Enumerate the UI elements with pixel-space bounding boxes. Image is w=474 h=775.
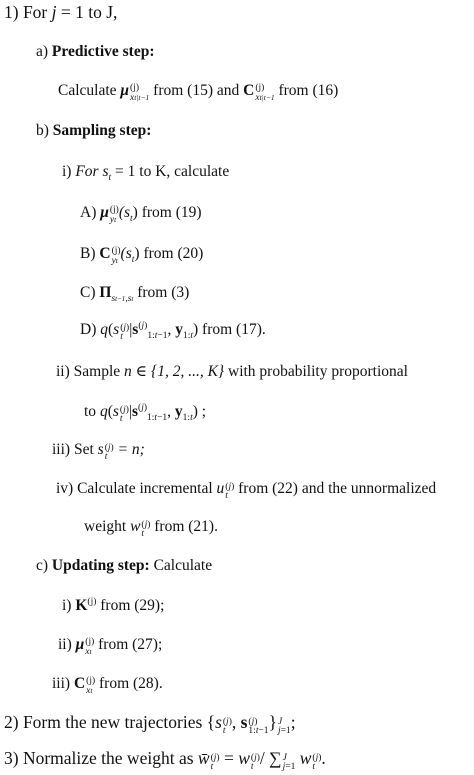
sampling-step-title: Sampling step: bbox=[52, 122, 152, 139]
ii-formula: q(s (j) t $|s^{(j)}_{1:t-1}$, $y_{1:t}$) bbox=[99, 402, 198, 425]
iii-text: Set bbox=[73, 441, 94, 458]
upd-i-from: from (29); bbox=[100, 597, 165, 614]
ii-text1: Sample bbox=[73, 363, 121, 380]
upd-ii-label: ii) bbox=[58, 636, 72, 653]
substep-b-label: b) bbox=[36, 122, 49, 139]
sampling-i-label: i) bbox=[62, 163, 72, 180]
mu-sub: x bbox=[130, 93, 135, 104]
upd-mu-sub: x bbox=[85, 647, 90, 658]
upd-C-subsub: t bbox=[90, 686, 93, 696]
sampling-iii bbox=[52, 440, 145, 462]
sampling-C bbox=[80, 283, 189, 303]
upd-C-indices bbox=[86, 677, 95, 696]
iv-u-var: u bbox=[216, 480, 225, 497]
ii-line2-prefix: to bbox=[84, 403, 97, 420]
ii-line2-suffix: ; bbox=[201, 403, 207, 420]
normalize-formula: w̄ (j) t = w (j) t / ∑ J j=1 w (j) t bbox=[197, 748, 322, 773]
iv-w-indices: (j) t bbox=[141, 520, 151, 540]
A-mu-symbol: μ bbox=[100, 204, 109, 221]
substep-a-header bbox=[36, 42, 155, 62]
iii-indices: (j) t bbox=[104, 443, 114, 463]
iv-text1: Calculate incremental bbox=[77, 480, 213, 497]
substep-c-header bbox=[36, 556, 212, 576]
predictive-calc bbox=[58, 81, 338, 103]
upd-C-symbol: C bbox=[73, 675, 86, 692]
C-symbol: C bbox=[243, 82, 255, 99]
upd-mu-sup: (j) bbox=[85, 637, 95, 648]
upd-C-sub: x bbox=[86, 686, 91, 697]
B-from: from (20) bbox=[143, 245, 204, 262]
B-C-symbol: C bbox=[99, 245, 111, 262]
upd-ii-from: from (27); bbox=[98, 636, 163, 653]
C-label: C) bbox=[80, 284, 96, 301]
ii-text2: with probability proportional bbox=[228, 363, 408, 380]
iii-var: s bbox=[97, 441, 104, 458]
B-indices bbox=[112, 247, 121, 266]
sampling-i-sub: t bbox=[108, 173, 112, 184]
C-sup: (j) bbox=[255, 83, 265, 94]
substep-c-label: c) bbox=[36, 557, 49, 574]
iv-label: iv) bbox=[56, 480, 74, 497]
sampling-ii bbox=[56, 362, 408, 382]
D-from: from (17). bbox=[202, 321, 266, 338]
B-sub: y bbox=[111, 256, 116, 267]
sampling-i-range: = 1 to K, calculate bbox=[115, 163, 230, 180]
step-2-suffix: ; bbox=[290, 712, 296, 732]
updating-ii bbox=[58, 635, 162, 657]
Pi-subsub1: t−1 bbox=[115, 295, 126, 304]
B-argsub: t bbox=[131, 255, 135, 266]
upd-mu-indices bbox=[85, 638, 94, 657]
step-1-header bbox=[4, 2, 117, 22]
A-sub: y bbox=[109, 215, 115, 226]
sampling-ii-line2 bbox=[84, 402, 206, 424]
C-from: from (3) bbox=[137, 284, 190, 301]
iv-u-indices: (j) t bbox=[225, 482, 235, 502]
mu-subsub: t|t−1 bbox=[134, 93, 150, 103]
substep-a-label: a) bbox=[36, 43, 49, 60]
C-subsub: t|t−1 bbox=[259, 93, 275, 103]
iii-math: = n; bbox=[117, 441, 145, 458]
step-3-text: Normalize the weight as bbox=[22, 748, 194, 768]
B-arg: (s bbox=[120, 245, 132, 262]
upd-iii-from: from (28). bbox=[99, 675, 163, 692]
C-indices bbox=[255, 84, 274, 103]
ii-label: ii) bbox=[56, 363, 70, 380]
iii-label: iii) bbox=[52, 441, 71, 458]
upd-C-sup: (j) bbox=[86, 676, 96, 687]
loop-range: = 1 to J, bbox=[60, 2, 118, 22]
Pi-symbol: Π bbox=[99, 284, 112, 301]
calc-prefix: Calculate bbox=[58, 82, 117, 99]
D-formula: q(s (j) t $|s^{(j)}_{1:t-1}$, $y_{1:t}$) bbox=[100, 320, 199, 343]
step-3 bbox=[4, 748, 326, 772]
sampling-B bbox=[80, 244, 203, 266]
step-2-text: Form the new trajectories bbox=[22, 712, 203, 732]
sampling-D bbox=[80, 320, 266, 342]
predictive-step-title: Predictive step: bbox=[51, 43, 155, 60]
ii-math: n ∈ {1, 2, ..., K} bbox=[124, 363, 225, 380]
sampling-A bbox=[80, 203, 202, 225]
A-label: A) bbox=[80, 204, 97, 221]
updating-i bbox=[62, 596, 164, 616]
sampling-i bbox=[62, 162, 229, 182]
K-sup: (j) bbox=[87, 596, 97, 607]
B-label: B) bbox=[80, 245, 96, 262]
B-argclose: ) bbox=[134, 245, 140, 262]
mu-sup: (j) bbox=[130, 83, 139, 94]
from-16: from (16) bbox=[278, 82, 339, 99]
K-symbol: K bbox=[75, 597, 88, 614]
D-label: D) bbox=[80, 321, 97, 338]
A-indices bbox=[110, 206, 119, 225]
step-1-label: 1) bbox=[4, 2, 19, 22]
Pi-subsep: ,s bbox=[125, 294, 132, 305]
A-from: from (19) bbox=[141, 204, 202, 221]
updating-iii bbox=[52, 674, 163, 696]
A-subsub: t bbox=[114, 215, 117, 225]
iv-line2-prefix: weight bbox=[84, 518, 127, 535]
mu-indices bbox=[130, 84, 149, 103]
iv-line2-suffix: from (21). bbox=[154, 518, 218, 535]
upd-mu-subsub: t bbox=[89, 647, 92, 657]
updating-step-title: Updating step: bbox=[51, 557, 150, 574]
A-argclose: ) bbox=[132, 204, 138, 221]
trajectory-formula: {s (j) t , s (j) 1:t−1 } J j=1 bbox=[206, 712, 291, 737]
upd-mu-symbol: μ bbox=[75, 636, 85, 653]
iv-w-var: w bbox=[130, 518, 141, 535]
step-2 bbox=[4, 712, 296, 736]
step-2-label: 2) bbox=[4, 712, 19, 732]
A-sup: (j) bbox=[109, 205, 119, 216]
upd-i-label: i) bbox=[62, 597, 72, 614]
A-argsub: t bbox=[130, 214, 133, 225]
sampling-iv-line2 bbox=[84, 517, 218, 539]
sampling-iv bbox=[56, 479, 436, 501]
step-1-text: For bbox=[22, 2, 48, 22]
B-subsub: t bbox=[115, 256, 118, 266]
C-sub: x bbox=[255, 93, 260, 104]
updating-step-suffix: Calculate bbox=[153, 557, 213, 574]
sampling-i-var: For s bbox=[75, 163, 109, 180]
step-3-label: 3) bbox=[4, 748, 19, 768]
substep-b-header bbox=[36, 121, 151, 141]
B-sup: (j) bbox=[111, 246, 121, 257]
Pi-subsub2: t bbox=[131, 295, 134, 304]
step-3-suffix: . bbox=[321, 748, 326, 768]
from-15: from (15) and bbox=[153, 82, 240, 99]
mu-symbol: μ bbox=[120, 82, 130, 99]
loop-variable: j bbox=[51, 2, 57, 22]
iv-text2: from (22) and the unnormalized bbox=[238, 480, 437, 497]
Pi-sub: s bbox=[111, 294, 116, 305]
upd-iii-label: iii) bbox=[52, 675, 71, 692]
A-arg: (s bbox=[118, 204, 131, 221]
